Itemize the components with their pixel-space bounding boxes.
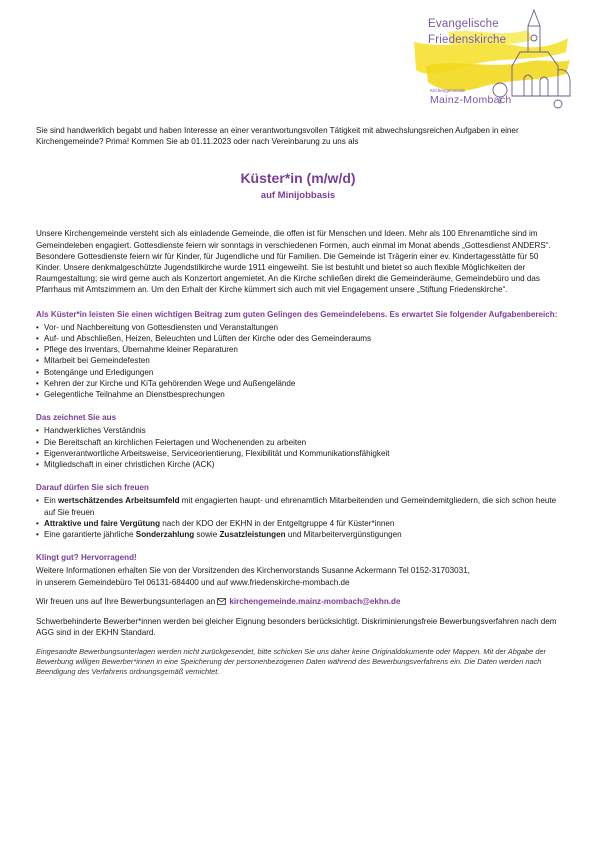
offer-list xyxy=(36,495,560,540)
church-logo xyxy=(408,8,576,112)
list-item: • Auf- und Abschließen, Heizen, Beleuchten und Lüften der Kirche oder des Gemeinderaums xyxy=(36,333,560,344)
contact-block xyxy=(36,565,560,587)
tasks-heading: Als Küster*in leisten Sie einen wichtigen Beitrag zum guten Gelingen des Gemeindelebens. Es erwartet Sie folgender Aufgabenbereich: xyxy=(36,309,558,319)
list-item: • Mitarbeit bei Gemeindefesten xyxy=(36,355,560,366)
offer-text: sowie xyxy=(194,530,220,540)
offer-text: Eine garantierte jährliche xyxy=(44,530,136,540)
posting-content xyxy=(36,125,560,678)
list-item: • Vor- und Nachbereitung von Gottesdiensten und Veranstaltungen xyxy=(36,322,560,333)
logo-text-place: Mainz-Mombach xyxy=(430,94,512,106)
offer-text: mit engagierten haupt- und ehrenamtlich Mitarbeitenden und Gemeindemitgliedern, die sich schon heute auf Sie freuen xyxy=(44,496,557,517)
tasks-list xyxy=(36,322,560,400)
offer-heading: Darauf dürfen Sie sich freuen xyxy=(36,483,149,493)
list-item xyxy=(36,495,560,517)
logo-text-evangelische: Evangelische xyxy=(428,18,499,30)
list-item: • Mitgliedschaft in einer christlichen Kirche (ACK) xyxy=(36,459,560,470)
list-item xyxy=(36,518,560,529)
list-item: • Handwerkliches Verständnis xyxy=(36,425,560,436)
email-link[interactable]: kirchengemeinde.mainz-mombach@ekhn.de xyxy=(229,596,401,606)
profile-heading: Das zeichnet Sie aus xyxy=(36,413,117,423)
contact-line: in unserem Gemeindebüro Tel 06131-684400 und auf www.friedenskirche-mombach.de xyxy=(36,577,350,587)
privacy-footnote: Eingesandte Bewerbungsunterlagen werden nicht zurückgesendet, bitte schicken Sie uns daher keine Originaldokumente oder Mappen. Mit der Abgabe der Bewerbung willigen Bewerber*innen in eine Speicherung der personenbezogenen Daten während des Bewerbungsverfahrens ein. Die Daten werden nach Beendigung des Verfahrens ordnungsgemäß vernichtet. xyxy=(36,646,546,677)
intro-paragraph: Sie sind handwerklich begabt und haben Interesse an einer verantwortungsvollen Tätigkeit mit abwechslungsreichen Aufgaben in einer Kirchengemeinde? Prima! Kommen Sie ab 01.11.2023 oder nach Vereinbarung zu uns als xyxy=(36,126,519,147)
list-item: • Gelegentliche Teilnahme an Dienstbesprechungen xyxy=(36,389,560,400)
offer-text: nach der KDO der EKHN in der Entgeltgruppe 4 für Küster*innen xyxy=(160,518,395,528)
list-item: • Eigenverantwortliche Arbeitsweise, Serviceorientierung, Flexibilität und Kommunikationsfähigkeit xyxy=(36,448,560,459)
offer-text: und Mitarbeitervergünstigungen xyxy=(285,530,402,540)
list-item xyxy=(36,529,560,540)
offer-highlight: Attraktive und faire Vergütung xyxy=(44,518,161,528)
list-item: • Kehren der zur Kirche und KiTa gehörenden Wege und Außengelände xyxy=(36,378,560,389)
list-item: • Botengänge und Erledigungen xyxy=(36,367,560,378)
contact-line: Weitere Informationen erhalten Sie von der Vorsitzenden des Kirchenvorstands Susanne Ackermann Tel 0152-31703031, xyxy=(36,566,470,576)
offer-highlight: Sonderzahlung xyxy=(135,530,195,540)
contact-heading: Klingt gut? Hervorragend! xyxy=(36,553,137,563)
envelope-icon xyxy=(217,598,226,605)
church-description: Unsere Kirchengemeinde versteht sich als einladende Gemeinde, die offen ist für Menschen und Ideen. Mehr als 100 Ehrenamtliche sind im Gemeindeleben engagiert. Gottesdienste feiern wir sonntags in verschiedenen Formen, auch einmal im Monat abends „Gottesdienst ANDERS“. Besondere Gottesdienste feiern wir für Kinder, für Jugendliche und für Familien. Die Gemeinde ist Trägerin einer ev. Kindertagesstätte für 50 Kinder. Unsere denkmalgeschützte Jugendstilkirche wurde 1911 eingeweiht. Sie ist bestuhlt und bietet so auch flexible Möglichkeiten der Raumgestaltung; sie wird gerne auch als Konzertort angemietet. An die Kirche schließen direkt die Gemeinderäume, Gemeindebüro und das Pfarrhaus mit Amtszimmern an. Um den Erhalt der Kirche kümmert sich auch mit viel Engagement unsere „Stiftung Friedenskirche“. xyxy=(36,229,551,295)
job-subtitle: auf Minijobbasis xyxy=(260,190,336,202)
logo-text-friedenskirche: Friedenskirche xyxy=(428,34,507,46)
equality-statement: Schwerbehinderte Bewerber*innen werden bei gleicher Eignung besonders berücksichtigt. Diskriminierungsfreie Bewerbungsverfahren nach dem AGG sind in der EKHN Standard. xyxy=(36,617,557,638)
list-item: • Die Bereitschaft an kirchlichen Feiertagen und Wochenenden zu arbeiten xyxy=(36,437,560,448)
logo-text-kirchengemeinde: Kirchengemeinde xyxy=(430,88,466,93)
offer-text: Ein xyxy=(44,496,58,506)
application-line xyxy=(36,596,560,607)
offer-highlight: wertschätzendes Arbeitsumfeld xyxy=(57,496,180,506)
list-item: • Pflege des Inventars, Übernahme kleiner Reparaturen xyxy=(36,344,560,355)
application-text: Wir freuen uns auf Ihre Bewerbungsunterlagen an xyxy=(36,596,216,606)
job-title: Küster*in (m/w/d) xyxy=(240,170,356,187)
profile-list xyxy=(36,425,560,470)
offer-highlight: Zusatzleistungen xyxy=(219,530,286,540)
